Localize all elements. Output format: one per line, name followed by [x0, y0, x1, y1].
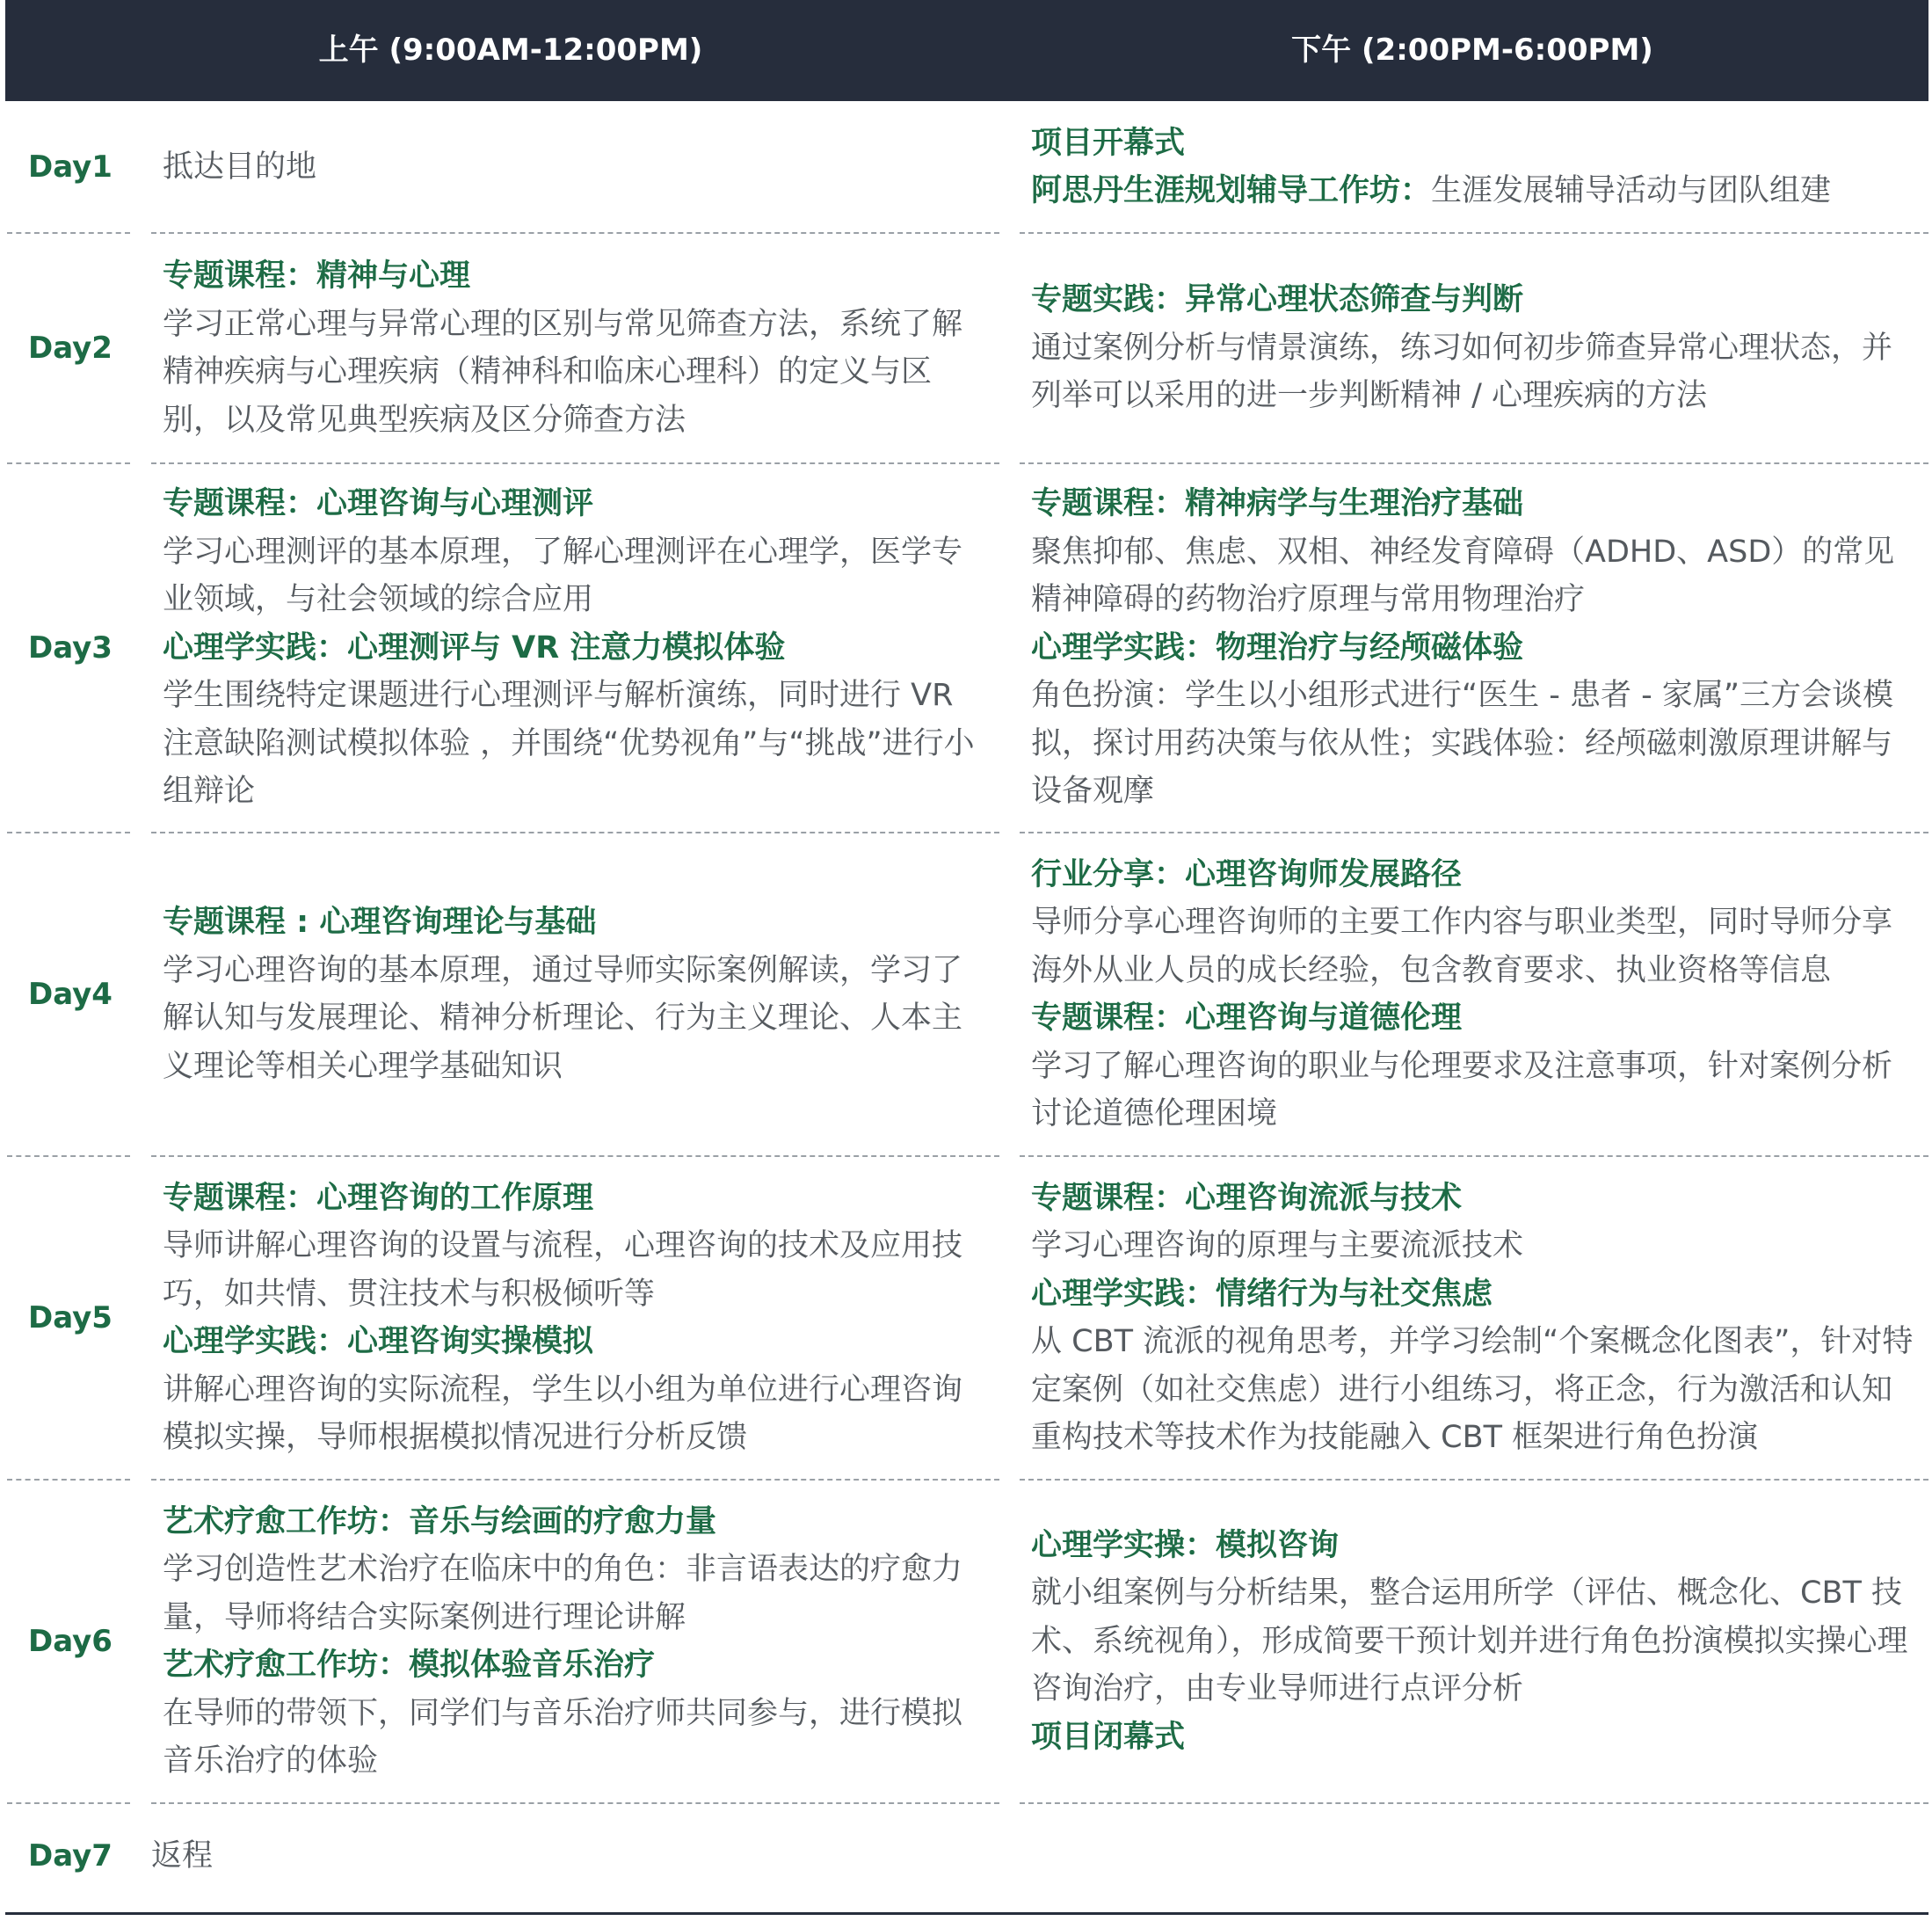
session-title: 专题实践：异常心理状态筛查与判断: [1031, 282, 1524, 318]
row-divider: [7, 462, 130, 464]
description: 学习正常心理与异常心理的区别与常见筛查方法，系统了解精神疾病与心理疾病（精神科和临床心理科）的定义与区别，以及常见典型疾病及区分筛查方法: [163, 306, 963, 438]
row-divider: [7, 1479, 130, 1481]
bottom-rule: [5, 1912, 1928, 1915]
row-divider: [1020, 232, 1928, 234]
session-title: 行业分享：心理咨询师发展路径: [1031, 856, 1463, 892]
row-divider: [1020, 832, 1928, 833]
morning-cell: [151, 1803, 977, 1909]
session-title: 心理学实操：模拟咨询: [1031, 1527, 1340, 1563]
session-title: 项目开幕式: [1031, 125, 1186, 161]
day-label: Day1: [28, 149, 113, 185]
description: 导师分享心理咨询师的主要工作内容与职业类型，同时导师分享海外从业人员的成长经验，包含教育要求、执业资格等信息: [1031, 905, 1893, 988]
afternoon-cell: [1031, 833, 1919, 1156]
row-divider: [1020, 1802, 1928, 1804]
description: 聚焦抑郁、焦虑、双相、神经发育障碍（ADHD、ASD）的常见精神障碍的药物治疗原理与常用物理治疗: [1031, 534, 1895, 618]
row-divider: [151, 1802, 999, 1804]
description: 学习了解心理咨询的职业与伦理要求及注意事项，针对案例分析讨论道德伦理困境: [1031, 1048, 1893, 1131]
row-divider: [151, 832, 999, 833]
description: 返程: [151, 1837, 214, 1874]
row-divider: [151, 1155, 999, 1157]
session-title: 专题课程：精神与心理: [163, 258, 471, 294]
morning-cell: [163, 233, 989, 463]
afternoon-cell: [1031, 1156, 1919, 1480]
day-label: Day5: [28, 1300, 113, 1335]
day-row-4: [0, 833, 1932, 1156]
row-divider: [1020, 1479, 1928, 1481]
afternoon-cell: [1031, 233, 1919, 463]
row-divider: [1020, 462, 1928, 464]
morning-header: 上午 (9:00AM-12:00PM): [318, 33, 703, 68]
afternoon-cell: [1031, 463, 1919, 833]
row-divider: [7, 832, 130, 833]
description: 角色扮演：学生以小组形式进行“医生 - 患者 - 家属”三方会谈模拟，探讨用药决策与依从性；实践体验：经颅磁刺激原理讲解与设备观摩: [1031, 678, 1894, 810]
session-title: 专题课程 : 心理咨询理论与基础: [163, 905, 597, 940]
schedule-header: [5, 0, 1928, 101]
session-title: 专题课程：精神病学与生理治疗基础: [1031, 486, 1524, 522]
description: 从 CBT 流派的视角思考，并学习绘制“个案概念化图表”，针对特定案例（如社交焦虑）进行小组练习，将正念，行为激活和认知重构技术等技术作为技能融入 CBT 框架进行角色扮演: [1031, 1324, 1914, 1455]
description: 抵达目的地: [163, 149, 317, 185]
description: 讲解心理咨询的实际流程，学生以小组为单位进行心理咨询模拟实操，导师根据模拟情况进行分析反馈: [163, 1372, 963, 1455]
day-row-2: [0, 233, 1932, 463]
afternoon-header: 下午 (2:00PM-6:00PM): [1291, 33, 1653, 68]
row-divider: [7, 1802, 130, 1804]
morning-cell: [163, 463, 989, 833]
day-row-5: [0, 1156, 1932, 1480]
day-row-6: [0, 1480, 1932, 1803]
session-title: 艺术疗愈工作坊：音乐与绘画的疗愈力量: [163, 1503, 717, 1539]
session-title: 专题课程：心理咨询流派与技术: [1031, 1180, 1463, 1216]
description: 导师讲解心理咨询的设置与流程，心理咨询的技术及应用技巧，如共情、贯注技术与积极倾听等: [163, 1228, 963, 1312]
session-title: 专题课程：心理咨询与道德伦理: [1031, 1001, 1463, 1036]
row-divider: [151, 232, 999, 234]
session-title: 心理学实践：心理咨询实操模拟: [163, 1324, 594, 1359]
description: 生涯发展辅导活动与团队组建: [1431, 173, 1832, 208]
morning-cell: [163, 833, 989, 1156]
morning-cell: [163, 1156, 989, 1480]
day-label: Day7: [28, 1838, 113, 1874]
session-title: 心理学实践：心理测评与 VR 注意力模拟体验: [163, 629, 786, 666]
row-divider: [151, 462, 999, 464]
session-title: 心理学实践：物理治疗与经颅磁体验: [1031, 629, 1524, 666]
session-line: [1031, 167, 1919, 215]
description: 学习创造性艺术治疗在临床中的角色：非言语表达的疗愈力量，导师将结合实际案例进行理论讲解: [163, 1552, 963, 1635]
row-divider: [151, 1479, 999, 1481]
morning-cell: [163, 101, 989, 233]
description: 就小组案例与分析结果，整合运用所学（评估、概念化、CBT 技术、系统视角），形成简要干预计划并进行角色扮演模拟实操心理咨询治疗，由专业导师进行点评分析: [1031, 1575, 1908, 1707]
description: 学生围绕特定课题进行心理测评与解析演练，同时进行 VR 注意缺陷测试模拟体验 ，并围绕“优势视角”与“挑战”进行小组辩论: [163, 678, 975, 810]
session-title: 艺术疗愈工作坊：模拟体验音乐治疗: [163, 1648, 656, 1683]
day-label: Day3: [28, 630, 113, 666]
row-divider: [1020, 1155, 1928, 1157]
description: 学习心理咨询的基本原理，通过导师实际案例解读，学习了解认知与发展理论、精神分析理论、行为主义理论、人本主义理论等相关心理学基础知识: [163, 952, 963, 1084]
row-divider: [7, 232, 130, 234]
day-row-3: [0, 463, 1932, 833]
day-row-1: [0, 101, 1932, 233]
session-title: 项目闭幕式: [1031, 1719, 1186, 1755]
description: 在导师的带领下，同学们与音乐治疗师共同参与，进行模拟音乐治疗的体验: [163, 1695, 963, 1779]
day-label: Day6: [28, 1624, 113, 1659]
session-title: 专题课程：心理咨询的工作原理: [163, 1180, 594, 1216]
description: 学习心理测评的基本原理，了解心理测评在心理学，医学专业领域，与社会领域的综合应用: [163, 534, 963, 618]
day-label: Day2: [28, 331, 113, 366]
description: 学习心理咨询的原理与主要流派技术: [1031, 1228, 1524, 1263]
session-title: 阿思丹生涯规划辅导工作坊：: [1031, 173, 1432, 208]
day-label: Day4: [28, 977, 113, 1012]
day-row-7: [0, 1803, 1932, 1909]
row-divider: [7, 1155, 130, 1157]
morning-cell: [163, 1480, 989, 1803]
session-title: 心理学实践：情绪行为与社交焦虑: [1031, 1276, 1493, 1312]
session-title: 专题课程：心理咨询与心理测评: [163, 486, 594, 522]
description: 通过案例分析与情景演练，练习如何初步筛查异常心理状态，并列举可以采用的进一步判断精神 / 心理疾病的方法: [1031, 330, 1893, 414]
afternoon-cell: [1031, 1480, 1919, 1803]
afternoon-cell: [1031, 101, 1919, 233]
